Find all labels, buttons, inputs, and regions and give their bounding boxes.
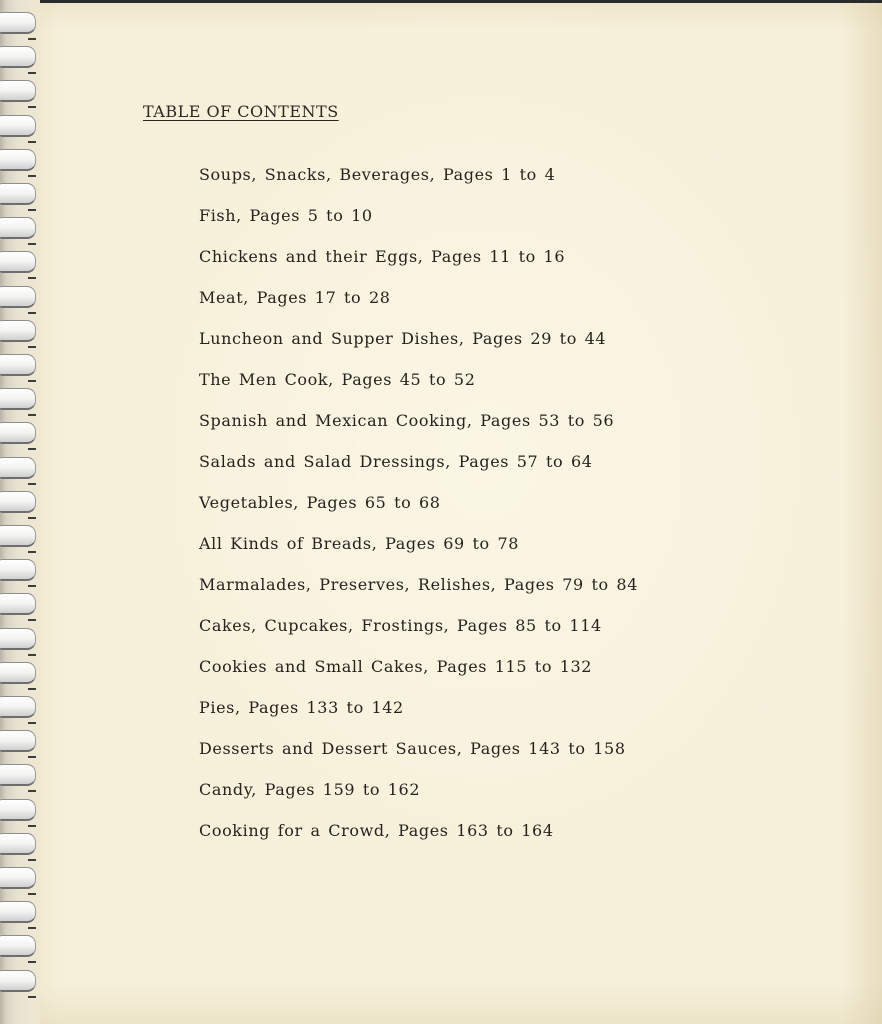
binding-ring-shadow: [28, 585, 36, 587]
binding-ring: [0, 183, 36, 205]
binding-ring: [0, 901, 36, 923]
binding-ring: [0, 422, 36, 444]
binding-ring-shadow: [28, 654, 36, 656]
binding-ring-shadow: [28, 448, 36, 450]
toc-entry: Cakes, Cupcakes, Frostings, Pages 85 to 114: [199, 616, 602, 635]
binding-ring: [0, 730, 36, 752]
binding-ring-shadow: [28, 688, 36, 690]
toc-entry: Candy, Pages 159 to 162: [199, 780, 421, 799]
binding-ring: [0, 867, 36, 889]
binding-ring-shadow: [28, 927, 36, 929]
binding-ring-shadow: [28, 756, 36, 758]
binding-ring-shadow: [28, 243, 36, 245]
toc-entry: Salads and Salad Dressings, Pages 57 to 64: [199, 452, 593, 471]
toc-entry: Vegetables, Pages 65 to 68: [199, 493, 441, 512]
binding-ring: [0, 799, 36, 821]
binding-ring: [0, 217, 36, 239]
binding-ring-shadow: [28, 106, 36, 108]
binding-ring-shadow: [28, 483, 36, 485]
binding-ring: [0, 457, 36, 479]
binding-ring: [0, 354, 36, 376]
toc-entry: Chickens and their Eggs, Pages 11 to 16: [199, 247, 566, 266]
binding-ring-shadow: [28, 346, 36, 348]
toc-entry: Luncheon and Supper Dishes, Pages 29 to 44: [199, 329, 607, 348]
binding-ring: [0, 149, 36, 171]
toc-entry: Desserts and Dessert Sauces, Pages 143 to 158: [199, 739, 626, 758]
binding-ring: [0, 80, 36, 102]
binding-ring-shadow: [28, 893, 36, 895]
toc-entry: The Men Cook, Pages 45 to 52: [199, 370, 476, 389]
toc-entry: Spanish and Mexican Cooking, Pages 53 to 56: [199, 411, 615, 430]
binding-ring-shadow: [28, 38, 36, 40]
binding-ring: [0, 833, 36, 855]
binding-ring: [0, 251, 36, 273]
binding-ring-shadow: [28, 517, 36, 519]
binding-ring-shadow: [28, 175, 36, 177]
binding-ring-shadow: [28, 209, 36, 211]
binding-ring-shadow: [28, 277, 36, 279]
binding-ring-shadow: [28, 961, 36, 963]
binding-ring: [0, 696, 36, 718]
binding-ring-shadow: [28, 859, 36, 861]
binding-ring: [0, 559, 36, 581]
binding-ring-shadow: [28, 619, 36, 621]
binding-ring: [0, 935, 36, 957]
binding-ring-shadow: [28, 414, 36, 416]
binding-ring: [0, 764, 36, 786]
binding-ring: [0, 388, 36, 410]
page-top-edge: [0, 0, 882, 3]
binding-ring: [0, 525, 36, 547]
toc-entry: Pies, Pages 133 to 142: [199, 698, 404, 717]
binding-ring-shadow: [28, 380, 36, 382]
toc-entry: Soups, Snacks, Beverages, Pages 1 to 4: [199, 165, 556, 184]
binding-ring: [0, 115, 36, 137]
spiral-binding: [0, 0, 40, 1024]
binding-ring-shadow: [28, 996, 36, 998]
toc-entry: Meat, Pages 17 to 28: [199, 288, 391, 307]
page-title: TABLE OF CONTENTS: [143, 102, 339, 121]
binding-ring-shadow: [28, 722, 36, 724]
binding-ring-shadow: [28, 72, 36, 74]
binding-ring: [0, 593, 36, 615]
binding-ring-shadow: [28, 551, 36, 553]
binding-ring-shadow: [28, 141, 36, 143]
toc-entry: Fish, Pages 5 to 10: [199, 206, 373, 225]
toc-entry: Cooking for a Crowd, Pages 163 to 164: [199, 821, 554, 840]
binding-ring: [0, 970, 36, 992]
binding-ring: [0, 662, 36, 684]
toc-entry: Marmalades, Preserves, Relishes, Pages 79 to 84: [199, 575, 638, 594]
binding-ring: [0, 628, 36, 650]
binding-ring: [0, 12, 36, 34]
toc-entry: Cookies and Small Cakes, Pages 115 to 132: [199, 657, 593, 676]
binding-ring: [0, 491, 36, 513]
binding-ring-shadow: [28, 825, 36, 827]
toc-entry: All Kinds of Breads, Pages 69 to 78: [199, 534, 520, 553]
binding-ring: [0, 286, 36, 308]
binding-ring-shadow: [28, 790, 36, 792]
toc-list: [199, 163, 638, 860]
binding-ring-shadow: [28, 312, 36, 314]
binding-ring: [0, 320, 36, 342]
binding-ring: [0, 46, 36, 68]
